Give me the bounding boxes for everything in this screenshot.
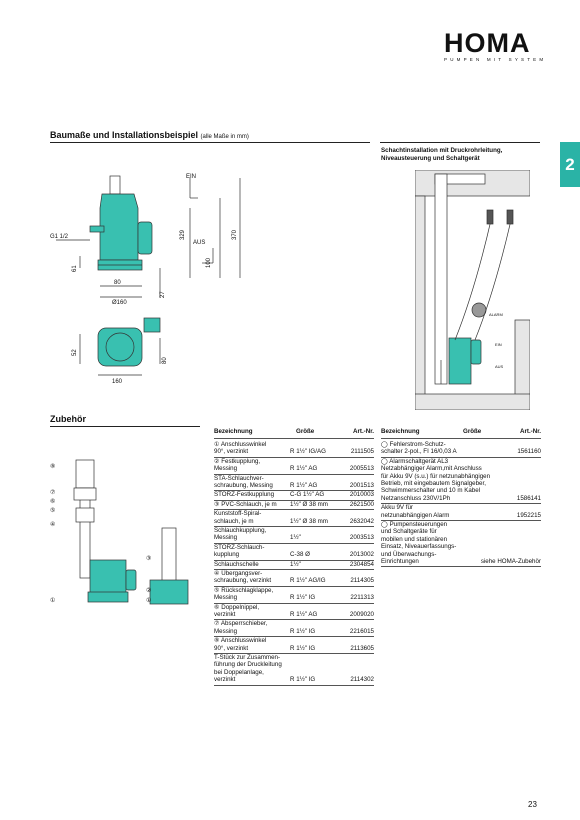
shaft-label-alarm: ALARM [489,312,503,317]
shaft-rule [380,142,540,143]
row-size: 1½" Ø 38 mm [290,500,328,508]
row-name-line: Messing [214,534,238,542]
row-art: 2216015 [349,627,374,635]
row-art: 2111505 [350,448,374,456]
dim-label-dia160: Ø160 [112,300,127,306]
row-name-line: ⑥ Doppelnippel, [214,603,260,611]
row-name [381,504,449,519]
row-name [214,637,266,652]
dimensions-title-text: Baumaße und Installationsbeispiel [50,130,199,140]
row-size: R 1½" AG [290,481,318,489]
row-name-line: für Akku 9V (s.u.) für netzunabhängigen [381,472,491,480]
row-name-line: Netzanschluss 230V/1Ph [381,494,451,502]
row-art: 2001513 [349,481,374,489]
row-name-line: STORZ-Festkupplung [214,491,275,499]
dim-label-g: G1 1/2 [50,234,69,240]
dim-label-61: 61 [72,265,78,272]
shaft-label-aus: AUS [495,364,504,369]
row-name-line: ◯ Alarmschaltgerät AL3 [381,457,449,465]
shaft-drawing [415,170,530,410]
row-name-line: 90°, verzinkt [214,644,249,652]
row-name-line: ⑤ Rückschlagklappe, [214,586,274,594]
logo-tagline: PUMPEN MIT SYSTEM [444,57,547,62]
accessories-rule [50,426,200,427]
row-size: R 1½" AG [290,465,318,473]
row-name-line: T-Stück zur Zusammen- [214,654,281,661]
row-name [381,521,456,565]
row-name-line: ◯ Fehlerstrom-Schutz- [381,441,446,448]
row-size: C-38 Ø [290,551,310,559]
dim-label-370: 370 [232,229,238,240]
shaft-label-ein: EIN [495,342,502,347]
row-art: 2005513 [349,465,374,473]
row-name-line: schraubung, Messing [214,482,273,489]
row-size: 1½" [290,534,301,542]
row-name-line: kupplung [214,551,240,559]
row-name-line: und Schaltgeräte für [381,528,437,536]
row-name [214,491,274,498]
row-name [214,587,273,602]
row-art: 2211313 [350,594,374,602]
header-size-right: Größe [463,428,482,435]
row-name-line: Einrichtungen [381,558,419,566]
row-name-line: schraubung, verzinkt [214,577,272,585]
row-name-line: mobilen und stationären [381,535,448,543]
dimensions-title-note: (alle Maße in mm) [200,134,249,140]
row-size: R 1½" AG [290,610,318,618]
row-name-line: bei Doppelanlage, [214,668,264,676]
row-name-line: 90°, verzinkt [214,448,249,456]
dimensions-rule [50,142,370,143]
row-name-line: verzinkt [214,611,236,618]
dimension-drawing [50,168,260,388]
header-size: Größe [296,428,315,435]
row-name-line: Messing [214,465,238,473]
row-name-line: und Überwachungs- [381,550,437,558]
row-name-line: STORZ-Schlauch- [214,543,265,551]
row-size: R 1½" IG/AG [290,448,326,456]
row-art: 1561160 [517,448,541,456]
row-name [214,475,273,490]
row-size: R 1½" IG [290,594,316,602]
row-name [214,527,266,542]
row-name-line: schlauch, je m [214,517,254,525]
accessories-drawing [50,440,200,620]
callout-8: ⑧ [50,464,56,470]
row-art: 2114305 [350,577,374,585]
row-name [214,441,266,456]
row-art: siehe HOMA-Zubehör [480,558,541,565]
row-name-line: schalter 2-pol., FI 16/0,03 A [381,448,457,456]
callout-1b: ① [146,598,152,604]
header-name: Bezeichnung [214,428,253,435]
callout-3: ③ [146,556,152,562]
dim-label-80: 80 [114,280,121,286]
row-name [214,570,271,585]
logo-word: HOMA [444,28,531,58]
row-name-line: STA-Schlauchver- [214,474,264,482]
callout-4: ④ [50,522,56,528]
row-art: 1952215 [516,511,541,519]
row-name-line: Kunststoff-Spiral- [214,510,262,518]
dim-label-aus: AUS [193,240,206,246]
row-name-line: ④ Übergangsver- [214,570,263,577]
row-size: R 1½" AG/IG [290,577,326,585]
header-art: Art.-Nr. [353,428,374,435]
shaft-title-line2: Niveausteuerung und Schaltgerät [381,155,480,162]
row-name-line: ◯ Pumpensteuerungen [381,521,448,528]
row-name-line: verzinkt [214,676,236,684]
header-art-right: Art.-Nr. [520,428,541,435]
row-name [214,654,282,684]
shaft-title-line1: Schachtinstallation mit Druckrohrleitung, [381,147,503,154]
row-name-line: führung der Druckleitung [214,661,282,669]
row-size: R 1½" IG [290,676,316,684]
row-art: 2010003 [349,491,374,499]
row-name [214,458,260,473]
dim-label-80b: 80 [162,357,168,364]
dim-label-329: 329 [180,229,186,240]
row-size: R 1½" IG [290,627,316,635]
row-size: 1½" [290,560,301,568]
row-art: 2009020 [349,610,374,618]
row-art: 2113605 [350,644,374,652]
row-art: 2013002 [349,551,374,559]
row-size: 1½" Ø 38 mm [290,517,328,525]
accessories-table-left [214,428,374,748]
dim-label-27: 27 [160,291,166,298]
row-name [214,510,261,525]
row-size: C-G 1½" AG [290,491,325,499]
dim-label-160: 160 [112,379,123,385]
row-name-line: ⑦ Absperrschieber, [214,620,268,628]
row-size: R 1½" IG [290,644,316,652]
row-name-line: Schwimmerschalter und 10 m Kabel [381,487,481,495]
row-name-line: ① Anschlusswinkel [214,441,267,448]
row-name-line: ② Festkupplung, [214,457,261,465]
homa-logo [444,28,547,64]
row-art: 2114302 [350,676,374,684]
row-art: 2304854 [349,560,374,568]
row-art: 2003513 [349,534,374,542]
shaft-title [381,147,502,163]
callout-5: ⑤ [50,508,56,514]
row-name-line: Schlauchschelle [214,560,259,568]
row-art: 2632042 [349,517,374,525]
row-name-line: Netzabhängiger Alarm,mit Anschluss [381,465,482,473]
row-name [381,458,490,502]
row-name-line: Schlauchkupplung, [214,527,267,534]
callout-2: ② [146,588,152,594]
row-name-line: ③ PVC-Schlauch, je m [214,500,277,508]
row-name [214,561,259,568]
dimensions-title [50,130,249,140]
row-name [381,441,457,456]
callout-7: ⑦ [50,490,56,496]
row-art: 1586141 [516,494,541,502]
row-name-line: Messing [214,627,238,635]
row-name [214,620,267,635]
row-name-line: netzunabhängigen Alarm [381,511,450,519]
row-name-line: Messing [214,594,238,602]
dim-label-ein: EIN [186,174,197,180]
callout-1a: ① [50,598,56,604]
row-name [214,544,264,559]
row-name [214,604,259,619]
row-name-line: Betrieb, mit eingebautem Signalgeber, [381,480,486,488]
row-art: 2621500 [349,500,374,508]
dim-label-100: 100 [206,257,212,268]
section-tab: 2 [560,142,580,187]
row-name-line: Einsatz, Niveauerfassungs- [381,543,457,551]
page-number: 23 [528,800,537,809]
header-name-right: Bezeichnung [381,428,420,435]
row-name [214,501,277,508]
accessories-table-right [381,428,541,608]
dim-label-52: 52 [72,349,78,356]
accessories-title: Zubehör [50,414,86,424]
row-name-line: ⑧ Anschlusswinkel [214,637,267,645]
callout-6: ⑥ [50,499,56,505]
row-name-line: Akku 9V für [381,504,413,512]
